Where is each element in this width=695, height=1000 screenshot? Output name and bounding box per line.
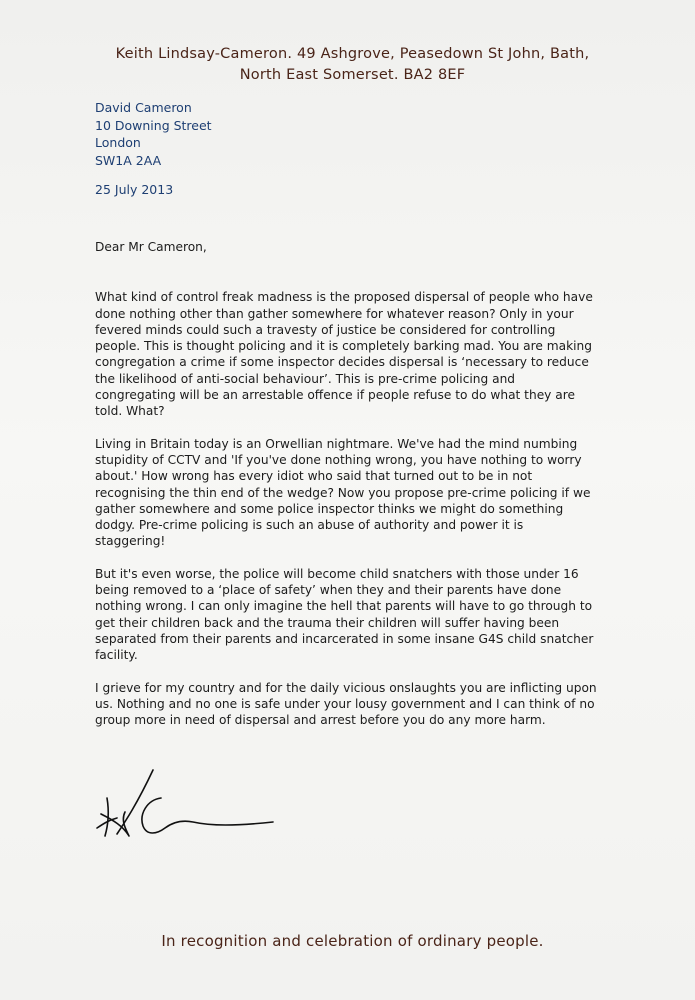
paragraph-3 [95, 566, 640, 664]
body-line: congregating will be an arrestable offence if people refuse to do what they are [95, 388, 575, 403]
paragraph-1 [95, 289, 640, 419]
body-line: gather somewhere and some police inspector thinks we might do something [95, 501, 564, 516]
salutation: Dear Mr Cameron, [95, 240, 207, 254]
body-line: fevered minds could such a travesty of justice be considered for controlling [95, 322, 556, 337]
recipient-address [95, 99, 212, 169]
body-line: I grieve for my country and for the daily vicious onslaughts you are inflicting upon [95, 680, 597, 695]
body-line: Living in Britain today is an Orwellian nightmare. We've had the mind numbing [95, 436, 578, 451]
body-line: recognising the thin end of the wedge? Now you propose pre-crime policing if we [95, 485, 591, 500]
footer-tagline: In recognition and celebration of ordinary people. [161, 932, 544, 950]
sender-address [60, 44, 645, 86]
body-line: people. This is thought policing and it is completely barking mad. You are making [95, 339, 593, 354]
handwritten-signature [95, 762, 280, 842]
body-line: done nothing other than gather somewhere for whatever reason? Only in your [95, 306, 574, 321]
recipient-postcode: SW1A 2AA [95, 152, 162, 168]
signature-stroke [142, 798, 273, 833]
signature-stroke [117, 770, 153, 834]
recipient-name: David Cameron [95, 100, 192, 115]
body-line: staggering! [95, 534, 166, 549]
recipient-city: London [95, 135, 141, 150]
body-line: dodgy. Pre-crime policing is such an abuse of authority and power it is [95, 518, 524, 533]
body-line: separated from their parents and incarcerated in some insane G4S child snatcher [95, 631, 594, 646]
paragraph-4 [95, 680, 640, 729]
body-line: stupidity of CCTV and 'If you've done nothing wrong, you have nothing to worry [95, 452, 582, 467]
body-line: facility. [95, 648, 138, 663]
body-line: the likelihood of anti-social behaviour’. This is pre-crime policing and [95, 371, 516, 386]
body-line: us. Nothing and no one is safe under your lousy government and I can think of no [95, 696, 595, 711]
letter-body [95, 239, 640, 744]
body-line: being removed to a ‘place of safety’ when they and their parents have done [95, 583, 562, 598]
body-line: group more in need of dispersal and arrest before you do any more harm. [95, 713, 546, 728]
body-line: congregation a crime if some inspector decides dispersal is ‘necessary to reduce [95, 355, 589, 370]
letter-date: 25 July 2013 [95, 182, 174, 197]
body-line: But it's even worse, the police will become child snatchers with those under 16 [95, 566, 579, 581]
body-line: nothing wrong. I can only imagine the hell that parents will have to go through to [95, 599, 593, 614]
sender-line-1: Keith Lindsay-Cameron. 49 Ashgrove, Peasedown St John, Bath, [115, 46, 590, 62]
body-line: about.' How wrong has every idiot who said that turned out to be in not [95, 469, 533, 484]
body-line: told. What? [95, 404, 165, 419]
body-line: get their children back and the trauma their children will suffer having been [95, 615, 560, 630]
paragraph-2 [95, 436, 640, 550]
sender-line-2: North East Somerset. BA2 8EF [239, 67, 466, 83]
recipient-street: 10 Downing Street [95, 117, 212, 133]
body-line: What kind of control freak madness is the proposed dispersal of people who have [95, 290, 593, 305]
